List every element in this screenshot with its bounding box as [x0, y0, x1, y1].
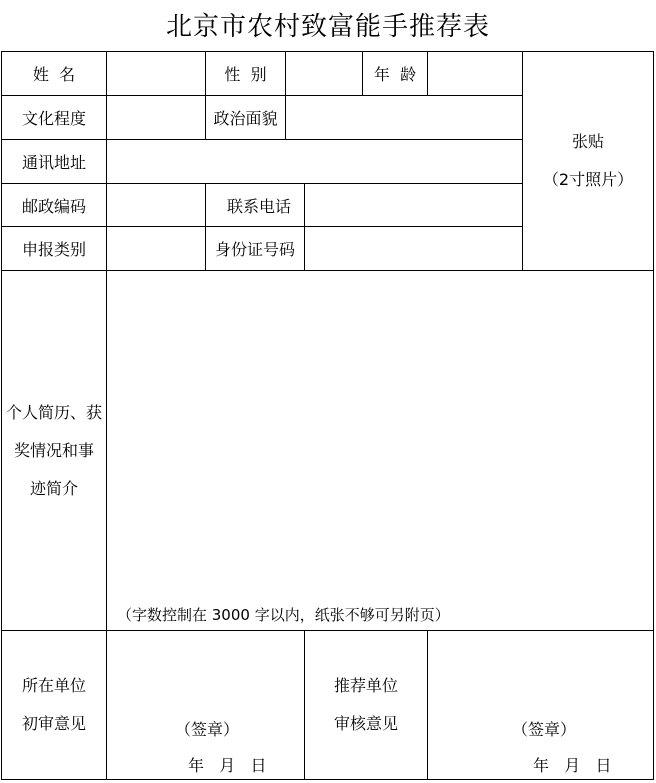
id-number-label-cell — [205, 226, 305, 271]
name-label: 姓 名 — [32, 65, 76, 84]
unit-opinion-line1: 所在单位 — [21, 676, 86, 695]
phone-field[interactable] — [304, 183, 523, 227]
political-field[interactable] — [285, 95, 523, 140]
name-label-cell — [1, 51, 107, 96]
unit-opinion-line2: 初审意见 — [21, 714, 86, 733]
address-label: 通讯地址 — [21, 153, 86, 172]
recommend-seal-label: （签章） — [512, 720, 577, 739]
address-label-cell — [1, 139, 107, 184]
gender-label: 性 别 — [224, 65, 267, 84]
political-label-cell — [205, 95, 286, 140]
form-title: 北京市农村致富能手推荐表 — [165, 12, 490, 42]
unit-seal-label: （签章） — [175, 720, 240, 739]
photo-label-line2: （2寸照片） — [542, 170, 634, 189]
resume-note: （字数控制在 3000 字以内，纸张不够可另附页） — [117, 606, 450, 624]
education-field[interactable] — [106, 95, 206, 140]
resume-label-line1: 个人简历、获 — [5, 402, 102, 422]
postal-label-cell — [1, 183, 107, 227]
age-label-cell — [362, 51, 428, 96]
id-number-field[interactable] — [304, 226, 523, 271]
age-field[interactable] — [427, 51, 523, 96]
recommend-opinion-label-cell — [304, 630, 428, 780]
education-label-cell — [1, 95, 107, 140]
resume-label-line2: 奖情况和事 — [13, 440, 94, 460]
category-label-cell — [1, 226, 107, 271]
name-field[interactable] — [106, 51, 206, 96]
address-field[interactable] — [106, 139, 523, 184]
category-label: 申报类别 — [21, 240, 86, 259]
recommend-date-label: 年 月 日 — [533, 756, 612, 775]
resume-label-line3: 迹简介 — [29, 478, 78, 498]
gender-field[interactable] — [285, 51, 363, 96]
postal-field[interactable] — [106, 183, 206, 227]
photo-cell[interactable] — [522, 51, 654, 271]
political-label: 政治面貌 — [213, 109, 278, 128]
postal-label: 邮政编码 — [21, 196, 86, 216]
resume-label-cell — [1, 270, 107, 631]
age-label: 年 龄 — [373, 65, 417, 84]
id-number-label: 身份证号码 — [214, 240, 295, 259]
gender-label-cell — [205, 51, 286, 96]
resume-field[interactable] — [106, 270, 654, 631]
photo-label-line1: 张贴 — [571, 132, 604, 151]
phone-label: 联系电话 — [226, 196, 291, 216]
recommend-opinion-line1: 推荐单位 — [333, 676, 398, 695]
phone-label-cell — [205, 183, 305, 227]
unit-date-label: 年 月 日 — [188, 756, 267, 775]
education-label: 文化程度 — [21, 109, 86, 128]
unit-opinion-label-cell — [1, 630, 107, 780]
category-field[interactable] — [106, 226, 206, 271]
recommend-opinion-line2: 审核意见 — [333, 714, 398, 733]
